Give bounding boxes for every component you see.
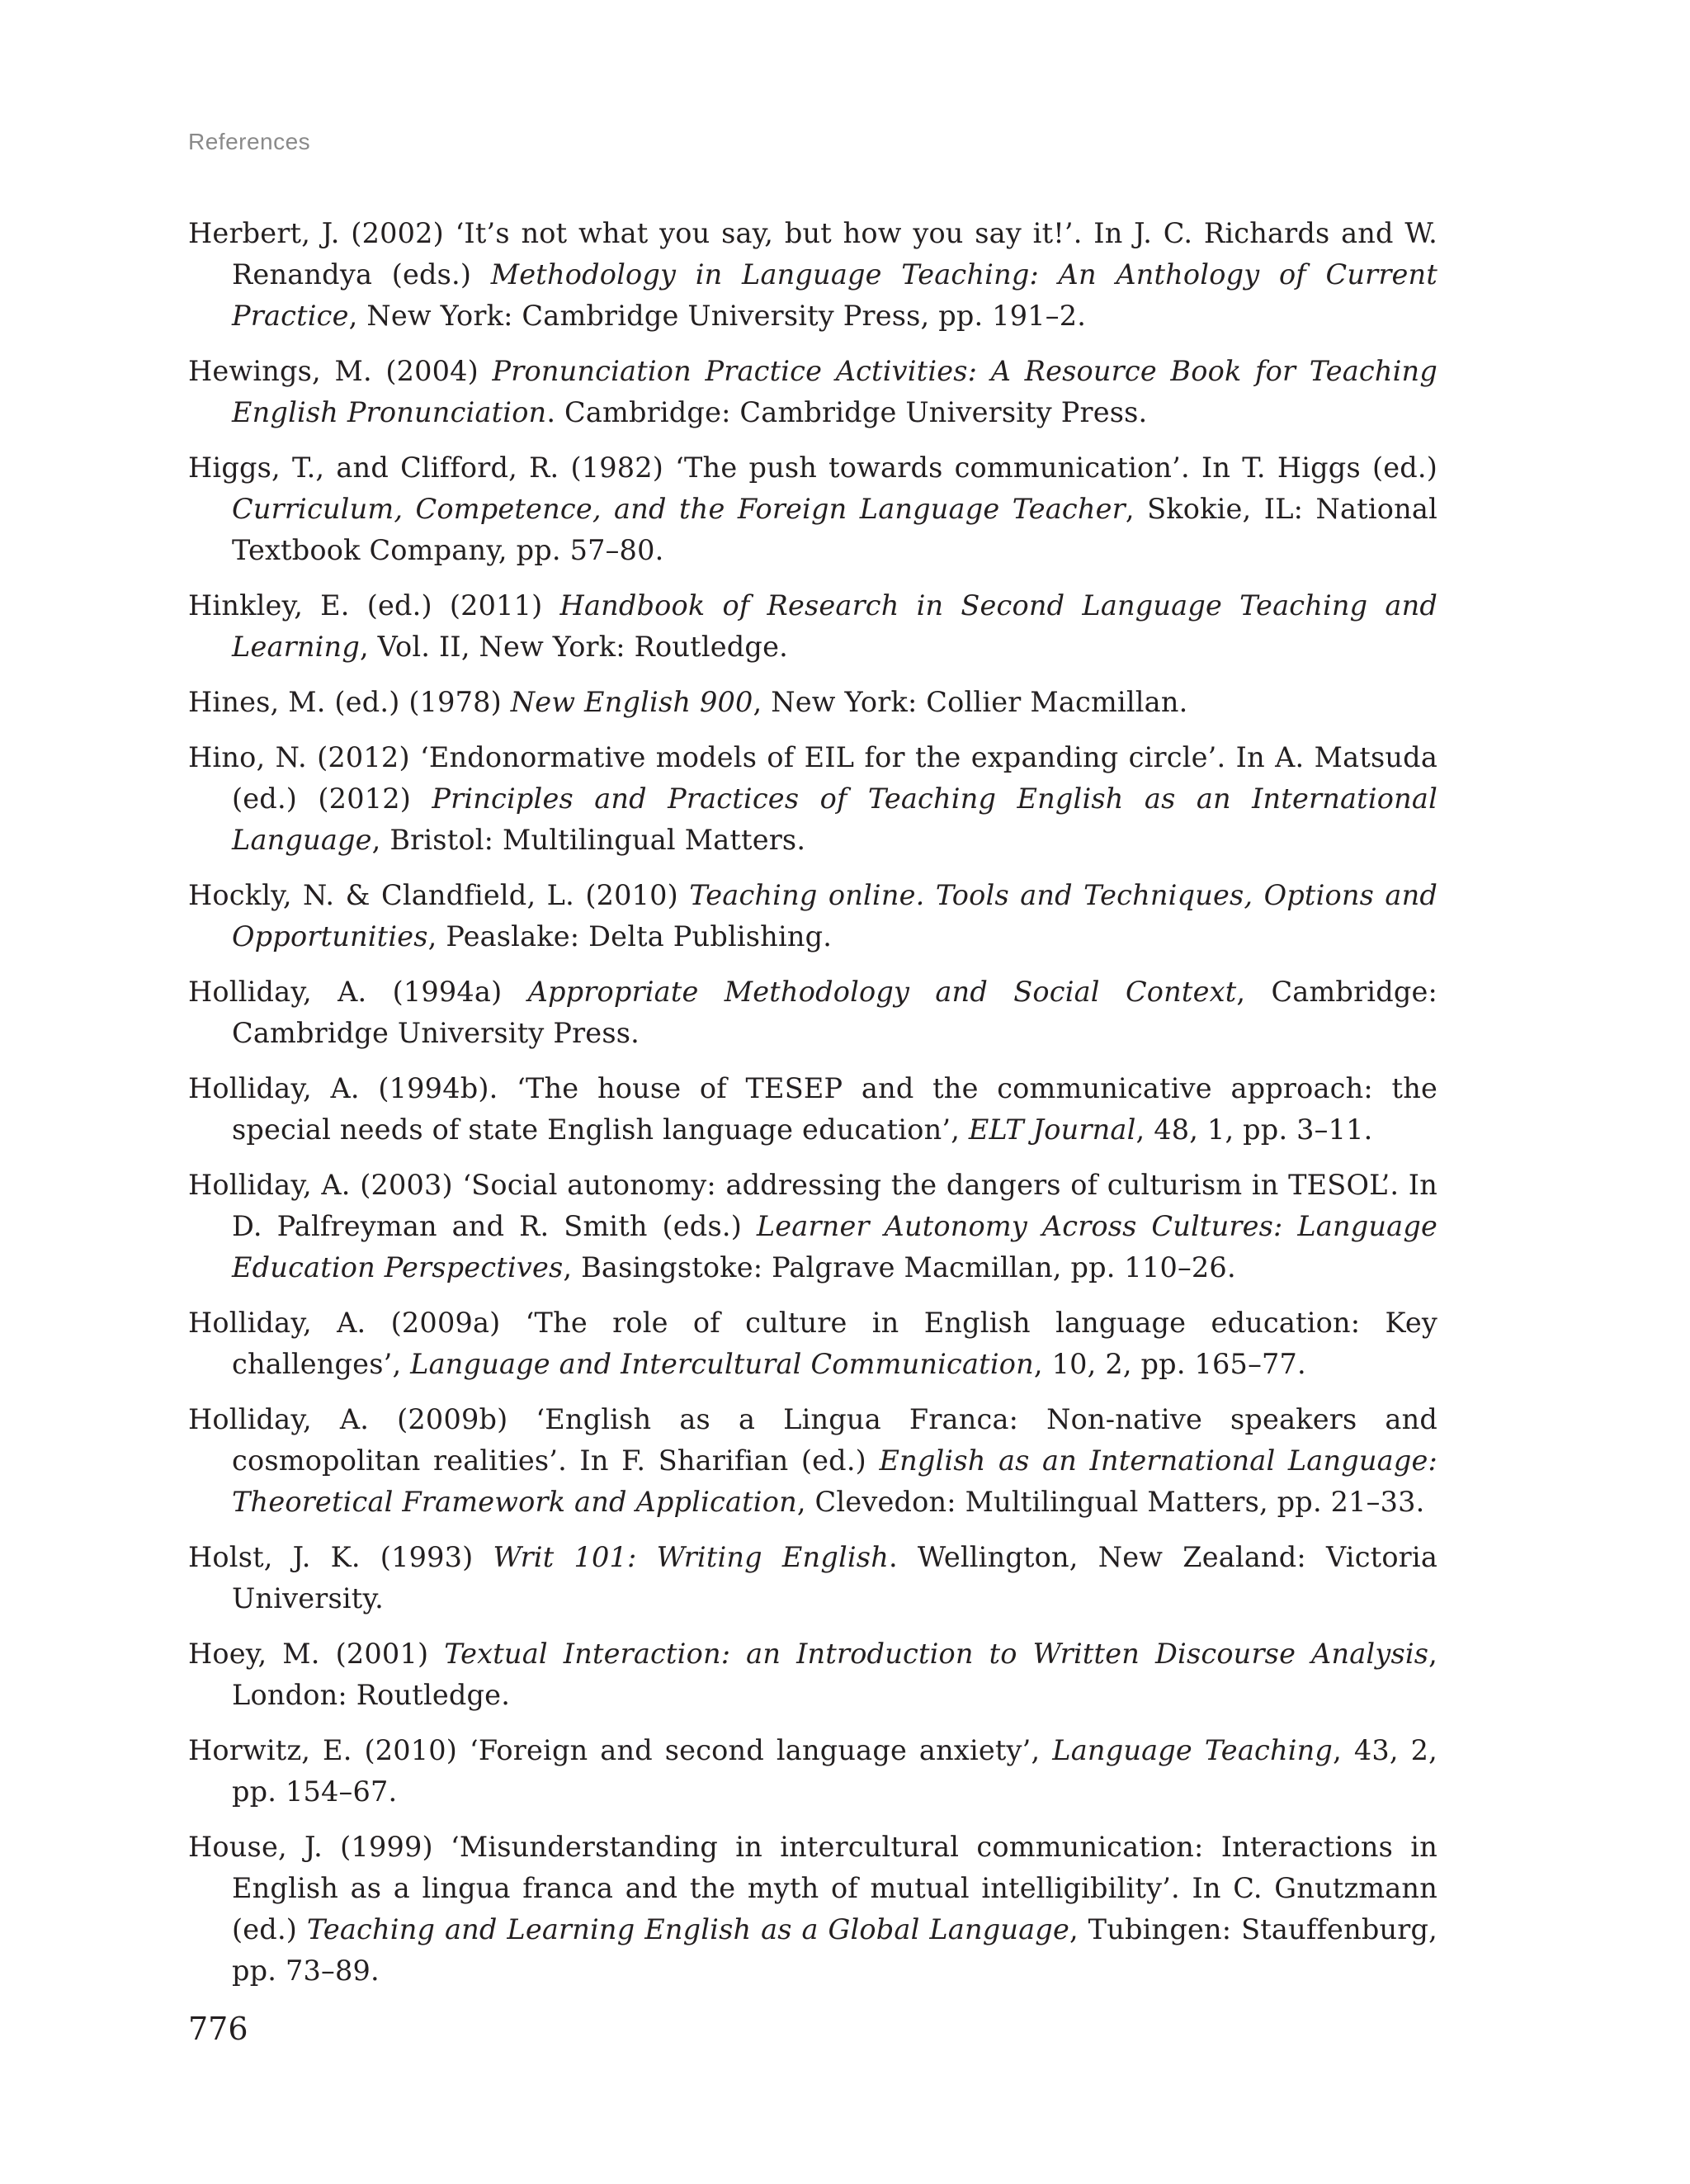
reference-entry: [188, 1165, 1437, 1288]
reference-text: , 48, 1, pp. 3–11.: [1135, 1113, 1373, 1146]
reference-text: , 10, 2, pp. 165–77.: [1033, 1348, 1306, 1380]
reference-text: . Cambridge: Cambridge University Press.: [546, 396, 1148, 428]
reference-title: Teaching and Learning English as a Global Language: [306, 1913, 1069, 1945]
reference-entry: [188, 875, 1437, 957]
reference-entry: [188, 1730, 1437, 1813]
reference-title: English as an International Language: Theoretical Framework and Application: [232, 1444, 1438, 1518]
reference-title: Handbook of Research in Second Language Teaching and Learning: [232, 589, 1437, 663]
reference-text: , Clevedon: Multilingual Matters, pp. 21–33.: [796, 1486, 1425, 1518]
reference-entry: [188, 737, 1437, 861]
reference-title: ELT Journal: [968, 1113, 1136, 1146]
reference-title: Language and Intercultural Communication: [410, 1348, 1034, 1380]
reference-title: Pronunciation Practice Activities: A Resource Book for Teaching English Pronunciation: [232, 355, 1437, 428]
reference-entry: [188, 1302, 1437, 1385]
reference-entry: [188, 1399, 1437, 1523]
reference-entry: [188, 1633, 1437, 1716]
reference-title: Language Teaching: [1052, 1734, 1334, 1766]
reference-text: Holliday, A. (2009a) ‘The role of culture in English language education: Key challenges’,: [188, 1307, 1437, 1380]
reference-title: Appropriate Methodology and Social Context: [527, 976, 1237, 1008]
reference-text: Holliday, A. (2009b) ‘English as a Lingua Franca: Non-native speakers and cosmopolitan realities’. In F. Sharifian (ed.): [188, 1403, 1437, 1477]
reference-text: , Peaslake: Delta Publishing.: [427, 920, 833, 953]
reference-text: , Tubingen: Stauffenburg, pp. 73–89.: [232, 1913, 1437, 1987]
reference-text: Hino, N. (2012) ‘Endonormative models of EIL for the expanding circle’. In A. Matsuda (ed.) (2012): [188, 741, 1437, 815]
reference-text: , Skokie, IL: National Textbook Company, pp. 57–80.: [232, 493, 1437, 566]
reference-text: Holst, J. K. (1993): [188, 1541, 493, 1573]
reference-entry: [188, 447, 1437, 571]
reference-title: New English 900: [510, 686, 753, 718]
reference-text: , Cambridge: Cambridge University Press.: [232, 976, 1438, 1049]
reference-entry: [188, 1537, 1437, 1619]
reference-text: Horwitz, E. (2010) ‘Foreign and second language anxiety’,: [188, 1734, 1053, 1766]
reference-text: , Bristol: Multilingual Matters.: [371, 824, 806, 856]
reference-text: Higgs, T., and Clifford, R. (1982) ‘The push towards communication’. In T. Higgs (ed.): [188, 451, 1437, 484]
reference-text: , London: Routledge.: [232, 1638, 1437, 1711]
reference-text: Hines, M. (ed.) (1978): [188, 686, 511, 718]
reference-text: Hinkley, E. (ed.) (2011): [188, 589, 560, 622]
reference-text: Holliday, A. (1994a): [188, 976, 528, 1008]
reference-entry: [188, 213, 1437, 337]
reference-entry: [188, 585, 1437, 668]
reference-text: , Vol. II, New York: Routledge.: [359, 631, 788, 663]
reference-entry: [188, 682, 1437, 723]
reference-entry: [188, 1068, 1437, 1151]
reference-text: House, J. (1999) ‘Misunderstanding in intercultural communication: Interactions in English as a lingua franca and the myth of mutual intelligibility’. In C. Gnutzmann (ed.): [188, 1831, 1437, 1945]
reference-text: , New York: Collier Macmillan.: [753, 686, 1188, 718]
reference-entry: [188, 971, 1437, 1054]
reference-title: Teaching online. Tools and Techniques, Options and Opportunities: [232, 879, 1437, 953]
reference-text: Holliday, A. (1994b). ‘The house of TESEP and the communicative approach: the special needs of state English language education’,: [188, 1072, 1437, 1146]
reference-text: Hockly, N. & Clandfield, L. (2010): [188, 879, 690, 911]
page-number: 776: [188, 2011, 248, 2047]
reference-text: , New York: Cambridge University Press, pp. 191–2.: [348, 300, 1087, 332]
reference-text: Hewings, M. (2004): [188, 355, 493, 387]
reference-title: Learner Autonomy Across Cultures: Language Education Perspectives: [232, 1210, 1438, 1283]
reference-text: Hoey, M. (2001): [188, 1638, 445, 1670]
running-head: References: [188, 129, 311, 154]
reference-entry: [188, 1827, 1437, 1992]
reference-title: Principles and Practices of Teaching English as an International Language: [232, 782, 1437, 856]
reference-text: . Wellington, New Zealand: Victoria University.: [232, 1541, 1437, 1614]
reference-title: Curriculum, Competence, and the Foreign Language Teacher: [232, 493, 1126, 525]
reference-text: Holliday, A. (2003) ‘Social autonomy: addressing the dangers of culturism in TESOL’. In D. Palfreyman and R. Smith (eds.): [188, 1169, 1437, 1242]
reference-title: Writ 101: Writing English: [493, 1541, 889, 1573]
reference-text: , 43, 2, pp. 154–67.: [232, 1734, 1437, 1808]
reference-entry: [188, 351, 1437, 433]
reference-text: Herbert, J. (2002) ‘It’s not what you say, but how you say it!’. In J. C. Richards and W. Renandya (eds.): [188, 217, 1437, 291]
reference-list: [188, 213, 1437, 2006]
reference-title: Methodology in Language Teaching: An Anthology of Current Practice: [232, 258, 1437, 332]
reference-text: , Basingstoke: Palgrave Macmillan, pp. 110–26.: [563, 1251, 1236, 1283]
reference-title: Textual Interaction: an Introduction to Written Discourse Analysis: [444, 1638, 1429, 1670]
